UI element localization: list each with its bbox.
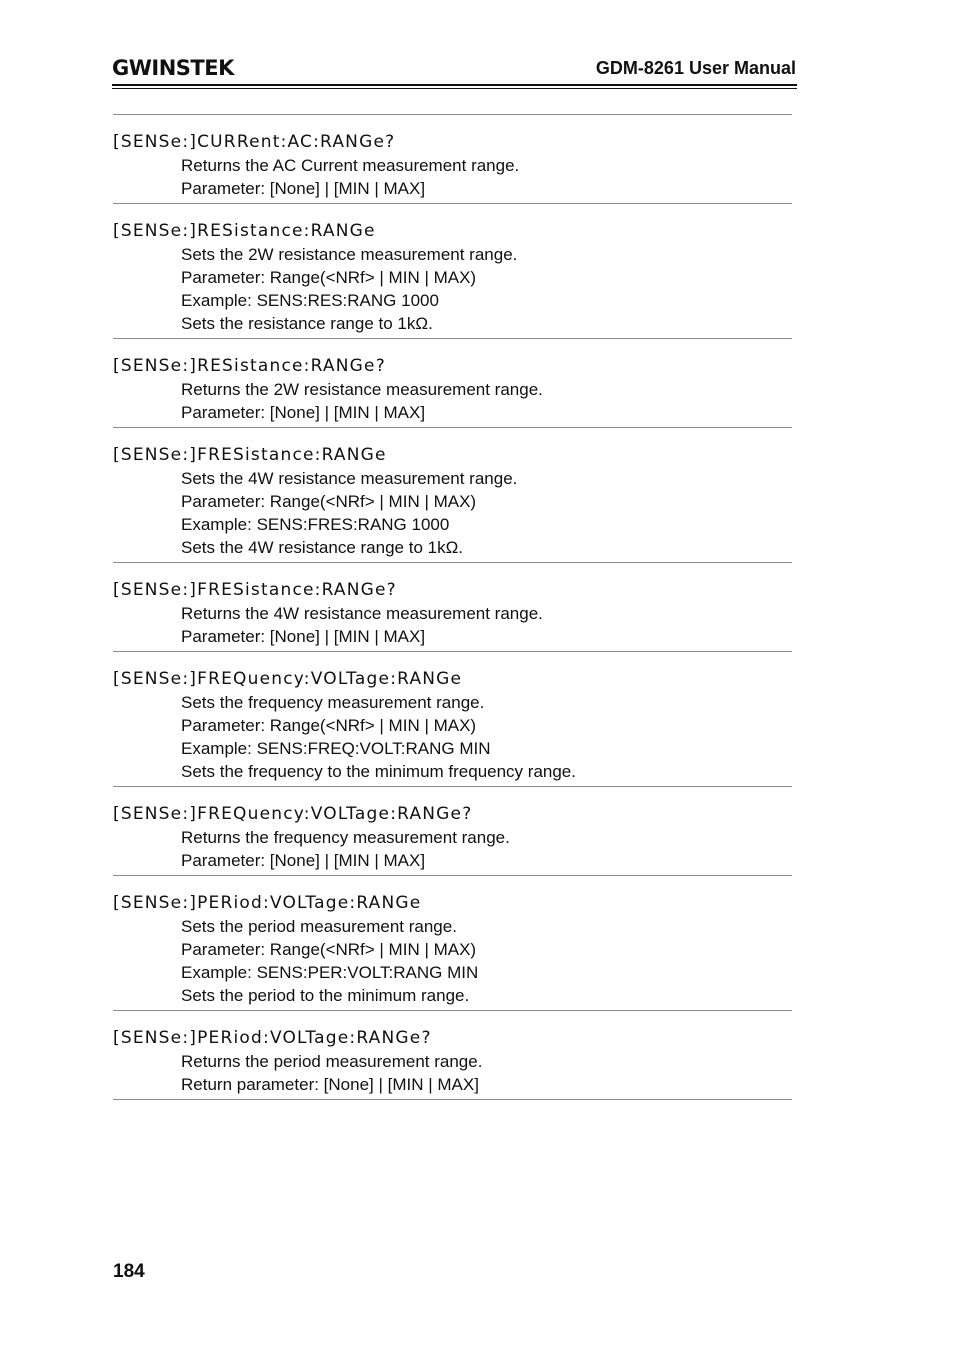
command-description-line: Parameter: [None] | [MIN | MAX] [181, 627, 426, 646]
command-list [113, 114, 792, 1100]
command-syntax: [SENSe:]FRESistance:RANGe [113, 445, 387, 465]
command-description-line: Sets the period to the minimum range. [181, 986, 470, 1005]
command-entry [113, 427, 792, 562]
command-description-line: Returns the 2W resistance measurement range. [181, 380, 543, 399]
command-description-line: Parameter: [None] | [MIN | MAX] [181, 403, 426, 422]
brand-logo: GWINSTEK [112, 56, 234, 80]
command-description-line: Returns the period measurement range. [181, 1052, 483, 1071]
command-syntax: [SENSe:]CURRent:AC:RANGe? [113, 132, 396, 152]
command-syntax: [SENSe:]FRESistance:RANGe? [113, 580, 397, 600]
command-syntax: [SENSe:]PERiod:VOLTage:RANGe? [113, 1028, 432, 1048]
command-description-line: Sets the frequency to the minimum frequency range. [181, 762, 576, 781]
command-syntax: [SENSe:]RESistance:RANGe? [113, 356, 386, 376]
command-description-line: Sets the 2W resistance measurement range. [181, 245, 518, 264]
command-entry [113, 1010, 792, 1100]
command-description-line: Sets the frequency measurement range. [181, 693, 485, 712]
command-description-line: Returns the AC Current measurement range. [181, 156, 520, 175]
command-entry [113, 786, 792, 875]
command-description-line: Parameter: [None] | [MIN | MAX] [181, 179, 426, 198]
command-description-line: Example: SENS:RES:RANG 1000 [181, 291, 439, 310]
command-description-line: Returns the frequency measurement range. [181, 828, 510, 847]
command-entry [113, 114, 792, 203]
command-description-line: Parameter: Range(<NRf> | MIN | MAX) [181, 716, 477, 735]
command-description-line: Parameter: Range(<NRf> | MIN | MAX) [181, 268, 477, 287]
command-syntax: [SENSe:]FREQuency:VOLTage:RANGe [113, 669, 463, 689]
header-divider-thick [112, 84, 797, 86]
command-description-line: Sets the period measurement range. [181, 917, 457, 936]
command-description-line: Returns the 4W resistance measurement range. [181, 604, 543, 623]
command-description-line: Sets the 4W resistance measurement range. [181, 469, 518, 488]
command-description-line: Example: SENS:PER:VOLT:RANG MIN [181, 963, 479, 982]
command-syntax: [SENSe:]RESistance:RANGe [113, 221, 376, 241]
command-description-line: Example: SENS:FREQ:VOLT:RANG MIN [181, 739, 491, 758]
command-description-line: Parameter: Range(<NRf> | MIN | MAX) [181, 492, 477, 511]
command-entry [113, 651, 792, 786]
manual-title: GDM-8261 User Manual [595, 58, 796, 78]
command-entry [113, 875, 792, 1010]
command-syntax: [SENSe:]FREQuency:VOLTage:RANGe? [113, 804, 473, 824]
command-description-line: Parameter: Range(<NRf> | MIN | MAX) [181, 940, 477, 959]
command-description-line: Parameter: [None] | [MIN | MAX] [181, 851, 426, 870]
command-entry [113, 562, 792, 651]
command-entry [113, 338, 792, 427]
command-syntax: [SENSe:]PERiod:VOLTage:RANGe [113, 893, 422, 913]
header-divider-thin [112, 88, 797, 89]
command-description-line: Sets the resistance range to 1kΩ. [181, 314, 433, 333]
command-description-line: Example: SENS:FRES:RANG 1000 [181, 515, 450, 534]
command-description-line: Sets the 4W resistance range to 1kΩ. [181, 538, 464, 557]
page-number: 184 [113, 1261, 145, 1282]
command-entry [113, 203, 792, 338]
command-description-line: Return parameter: [None] | [MIN | MAX] [181, 1075, 479, 1094]
